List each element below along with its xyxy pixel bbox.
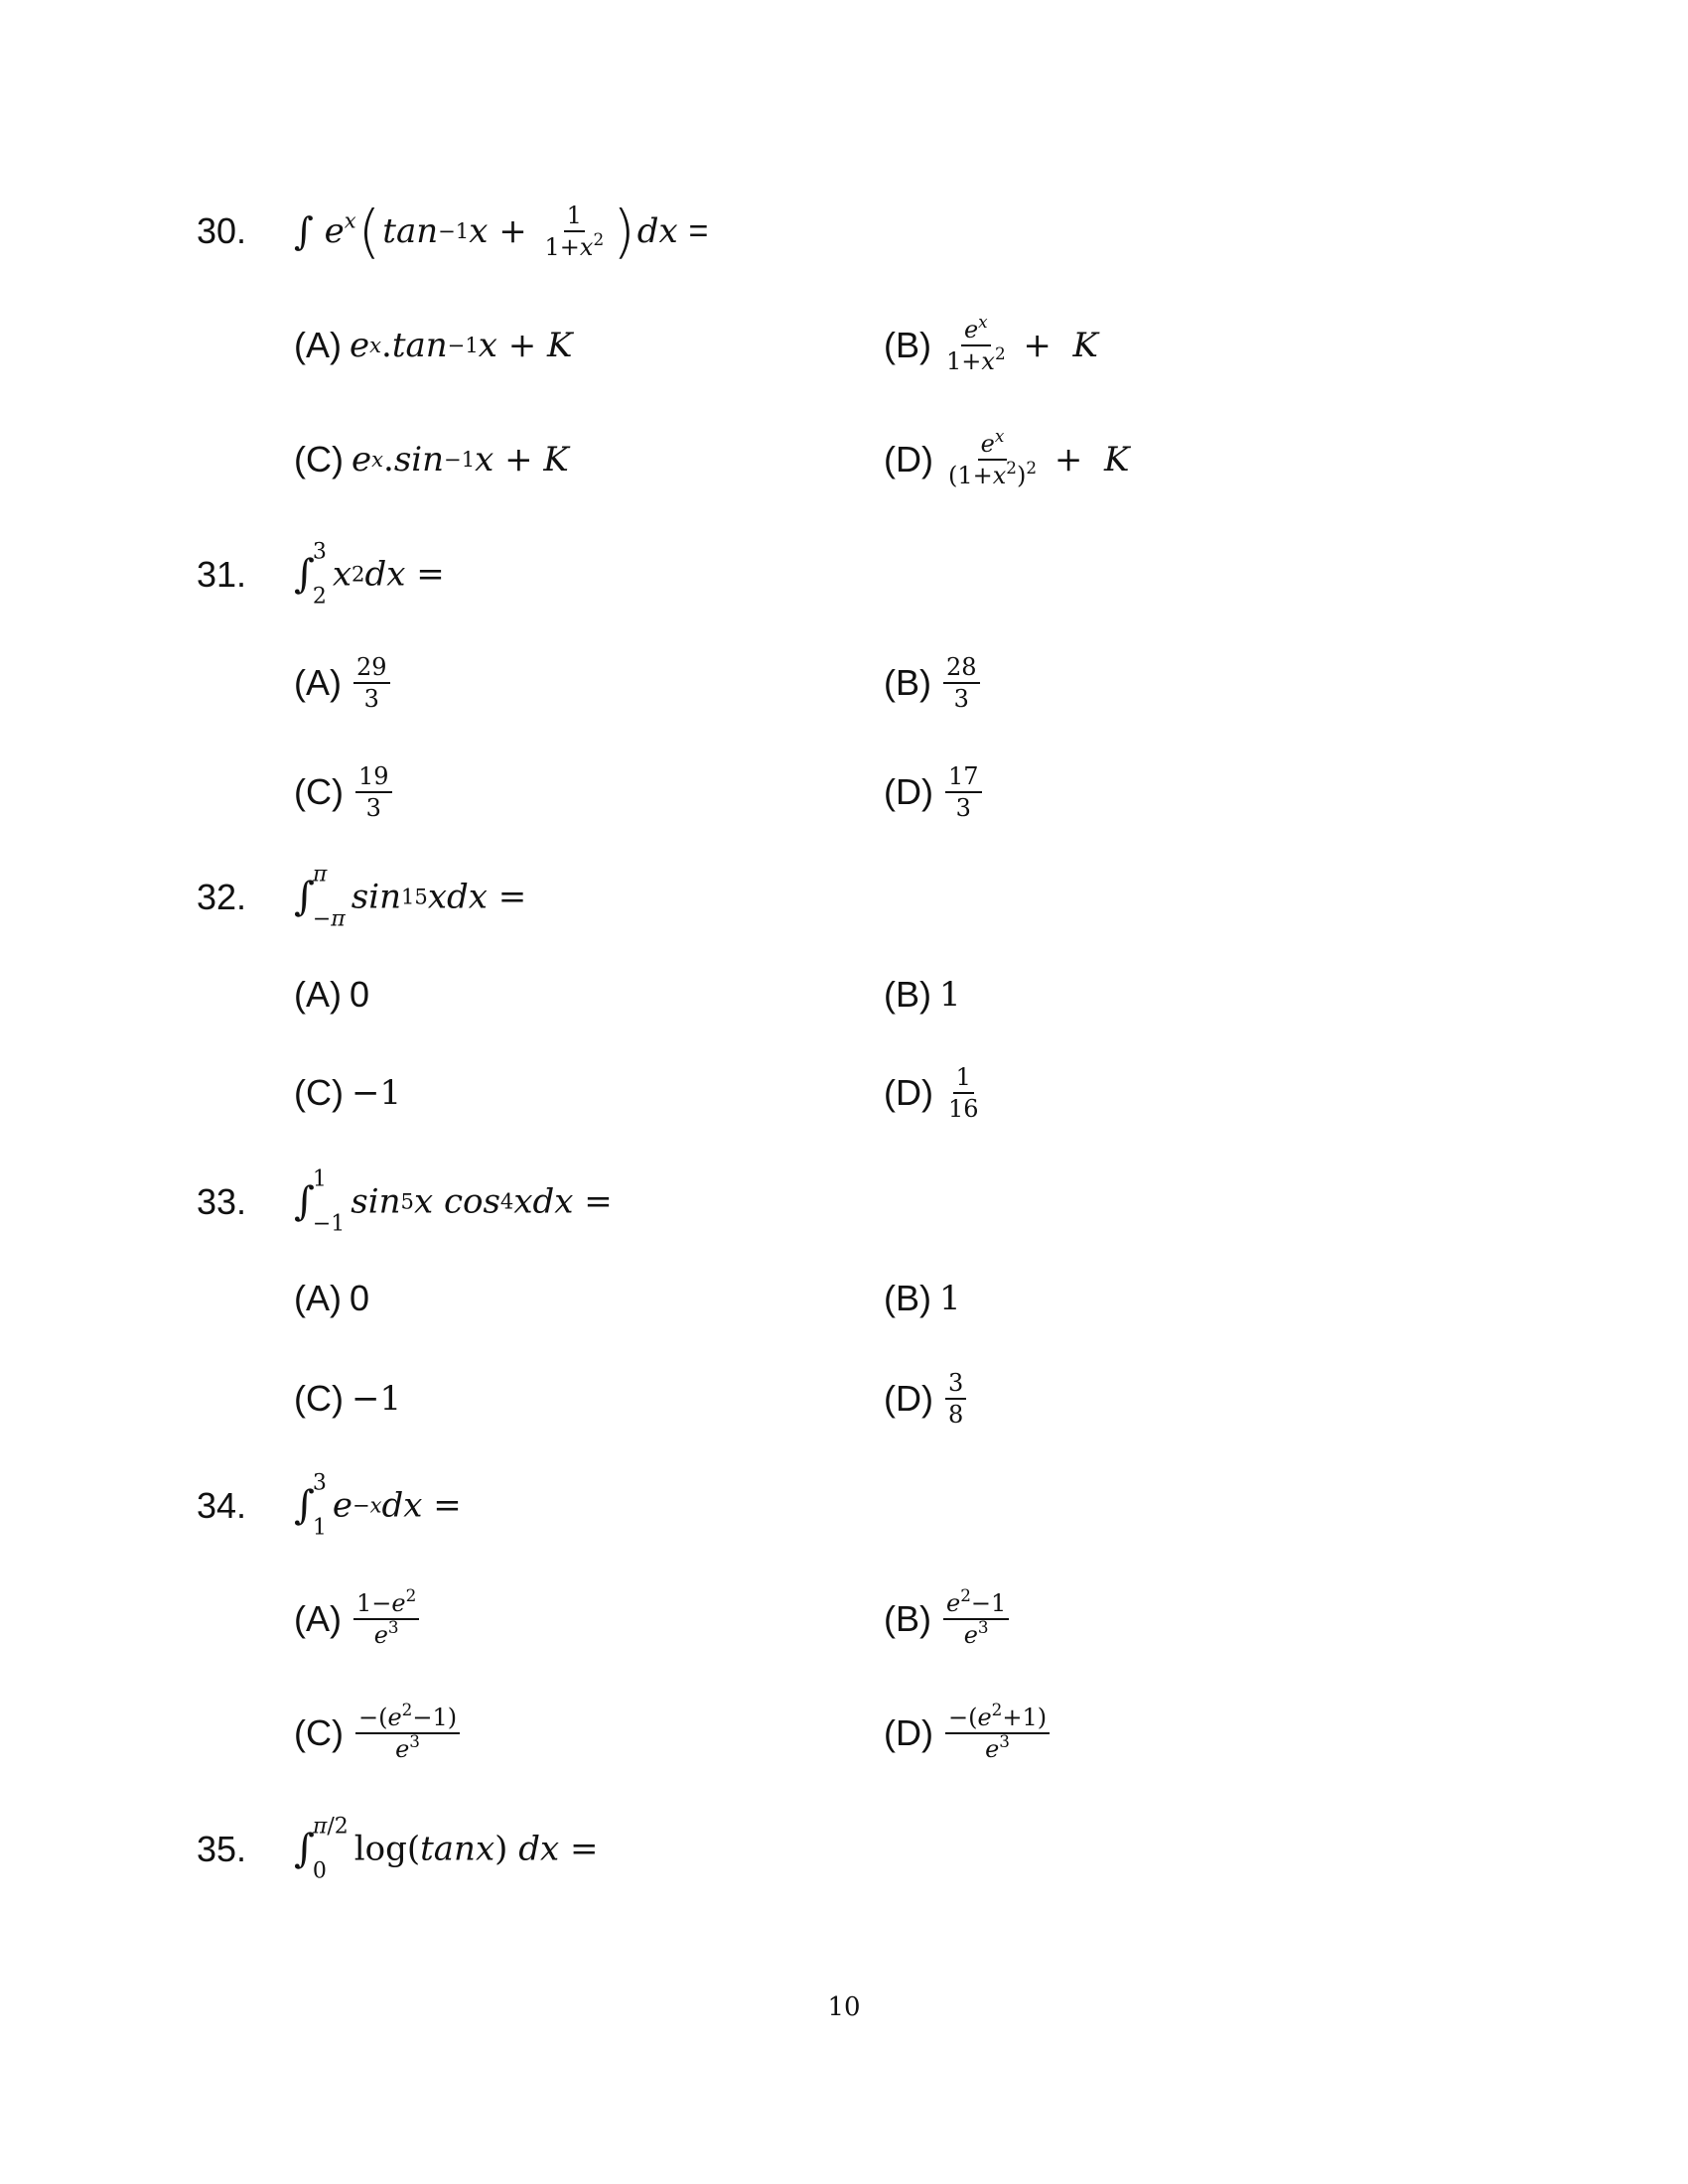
option-32-a[interactable]: (A) 0 [294,974,370,1015]
option-30-d[interactable]: (D) $\frac{e^x}{(1+x^2)^2}$ + K [884,425,1130,489]
option-31-b[interactable]: (B) $\frac{28}{3}$ [884,655,984,711]
option-30-b[interactable]: (B) $\frac{e^x}{1+x^2}$ + K [884,311,1098,375]
question-number-33: 33. [197,1181,247,1222]
question-number-35: 35. [197,1829,247,1869]
integral-sign: ∫ π −π [294,862,346,932]
option-34-d[interactable]: (D) $\frac{-(e^2+1)}{e^3}$ [884,1706,1054,1761]
option-30-c[interactable]: (C) e x . sin −1 x + K [294,439,569,479]
question-number-30: 30. [197,210,247,251]
option-32-b[interactable]: (B) 1 [884,974,961,1015]
integral-sign: ∫ π/2 0 [294,1814,349,1884]
option-34-b[interactable]: (B) $\frac{e^2-1}{e^3}$ [884,1591,1013,1647]
option-32-c[interactable]: (C) −1 [294,1072,402,1113]
option-31-a[interactable]: (A) $\frac{29}{3}$ [294,655,394,711]
option-33-a[interactable]: (A) 0 [294,1278,370,1318]
option-31-c[interactable]: (C) $\frac{19}{3}$ [294,764,396,820]
option-34-c[interactable]: (C) $\frac{-(e^2-1)}{e^3}$ [294,1706,464,1761]
option-33-b[interactable]: (B) 1 [884,1278,961,1318]
question-number-32: 32. [197,877,247,917]
question-30-expression: ∫ $e^x$ ( tan −1 x + $\frac{1}{1+x^2}$ ) dx = [294,198,709,265]
option-34-a[interactable]: (A) $\frac{1-e^2}{e^3}$ [294,1591,423,1647]
integral-sign: ∫ 3 2 [294,539,327,610]
integral-sign: ∫ 3 1 [294,1470,327,1541]
page-number: 10 [827,1992,861,2022]
question-33-expression: ∫ 1 −1 sin 5 x cos 4 xdx = [294,1166,613,1237]
question-35-expression: ∫ π/2 0 log( tanx ) dx = [294,1814,599,1884]
option-33-c[interactable]: (C) −1 [294,1378,402,1419]
question-number-34: 34. [197,1485,247,1526]
question-number-31: 31. [197,554,247,595]
option-30-a[interactable]: (A) e x . tan −1 x + K [294,325,573,365]
option-31-d[interactable]: (D) $\frac{17}{3}$ [884,764,986,820]
question-31-expression: ∫ 3 2 x 2 dx = [294,539,445,610]
question-34-expression: ∫ 3 1 e −x dx = [294,1470,462,1541]
question-32-expression: ∫ π −π sin 15 xdx = [294,862,527,932]
option-32-d[interactable]: (D) $\frac{1}{16}$ [884,1063,979,1123]
option-33-d[interactable]: (D) $\frac{3}{8}$ [884,1371,970,1427]
integral-sign: ∫ 1 −1 [294,1166,346,1237]
integral-sign: ∫ [294,209,314,253]
